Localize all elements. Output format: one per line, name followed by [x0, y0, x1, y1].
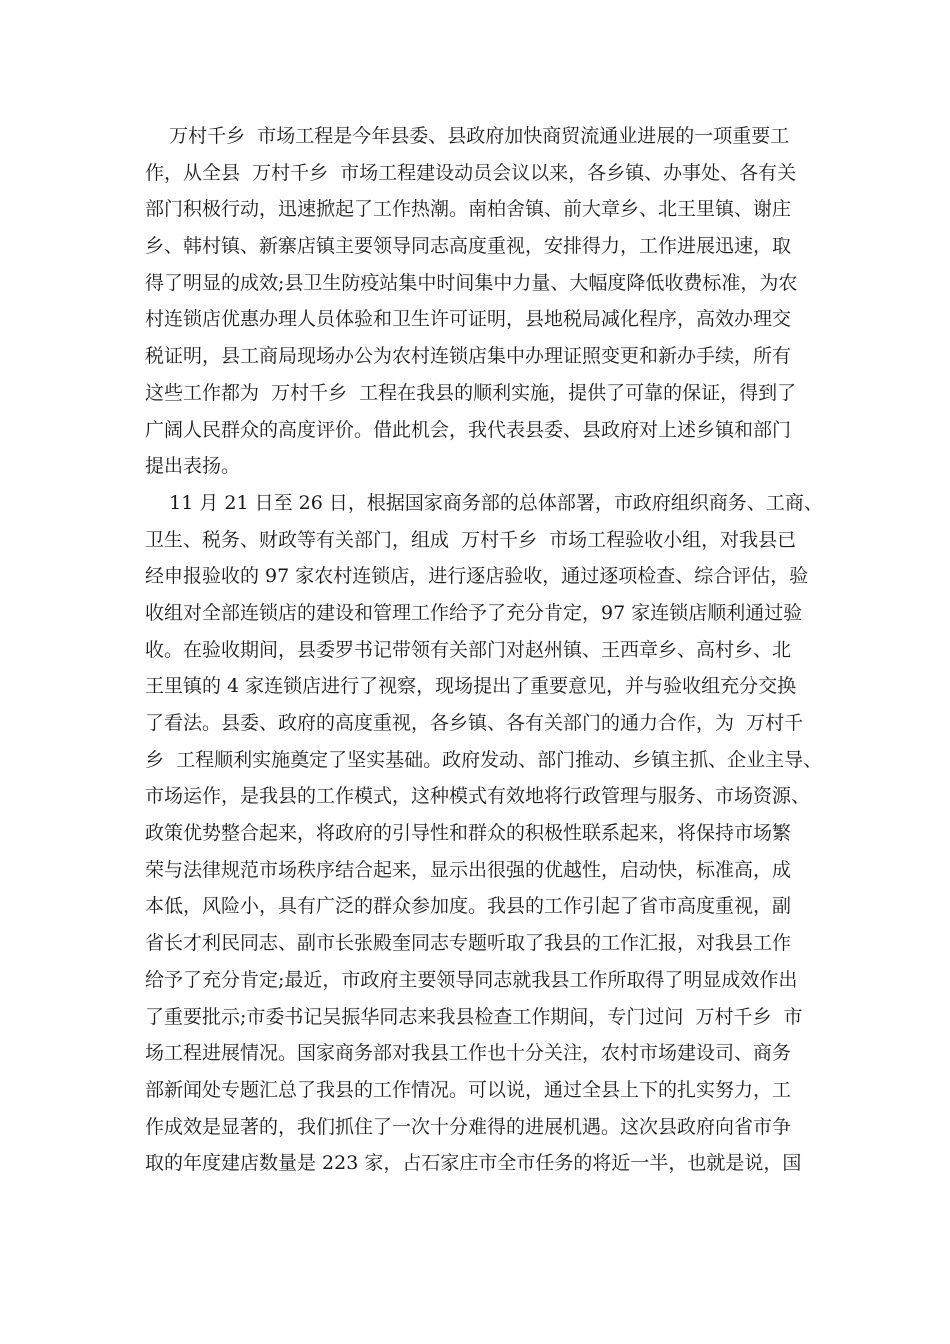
text-line: 作成效是显著的，我们抓住了一次十分难得的进展机遇。这次县政府向省市争: [145, 1115, 792, 1138]
text-line: 部新闻处专题汇总了我县的工作情况。可以说，通过全县上下的扎实努力，工: [145, 1078, 792, 1101]
text-line: 万村千乡 市场工程是今年县委、县政府加快商贸流通业进展的一项重要工: [145, 125, 790, 147]
text-line: 场工程进展情况。国家商务部对我县工作也十分关注，农村市场建设司、商务: [145, 1042, 792, 1065]
text-line: 乡、韩村镇、新寨店镇主要领导同志高度重视，安排得力，工作进展迅速，取: [145, 235, 792, 258]
text-line: 部门积极行动，迅速掀起了工作热潮。南柏舍镇、前大章乡、北王里镇、谢庄: [145, 198, 792, 221]
text-line: 了重要批示;市委书记吴振华同志来我县检查工作期间，专门过问 万村千乡 市: [145, 1005, 803, 1028]
text-line: 广阔人民群众的高度评价。借此机会，我代表县委、县政府对上述乡镇和部门: [145, 418, 792, 441]
text-line: 政策优势整合起来，将政府的引导性和群众的积极性联系起来，将保持市场繁: [145, 822, 792, 845]
text-line: 村连锁店优惠办理人员体验和卫生许可证明，县地税局减化程序，高效办理交: [145, 308, 792, 331]
text-line: 作，从全县 万村千乡 市场工程建设动员会议以来，各乡镇、办事处、各有关: [145, 161, 797, 184]
text-line: 11 月 21 日至 26 日，根据国家商务部的总体部署，市政府组织商务、工商、: [145, 491, 823, 514]
text-line: 卫生、税务、财政等有关部门，组成 万村千乡 市场工程验收小组，对我县已: [145, 528, 797, 551]
text-line: 得了明显的成效;县卫生防疫站集中时间集中力量、大幅度降低收费标准，为农: [145, 271, 798, 294]
text-line: 这些工作都为 万村千乡 工程在我县的顺利实施，提供了可靠的保证，得到了: [145, 381, 797, 404]
text-line: 收组对全部连锁店的建设和管理工作给予了充分肯定，97 家连锁店顺利通过验: [145, 601, 803, 624]
text-line: 本低，风险小，具有广泛的群众参加度。我县的工作引起了省市高度重视，副: [145, 895, 792, 918]
text-line: 荣与法律规范市场秩序结合起来，显示出很强的优越性，启动快，标准高，成: [145, 858, 792, 881]
text-line: 收。在验收期间，县委罗书记带领有关部门对赵州镇、王西章乡、高村乡、北: [145, 638, 792, 661]
text-line: 取的年度建店数量是 223 家，占石家庄市全市任务的将近一半，也就是说，国: [145, 1152, 802, 1175]
text-line: 市场运作，是我县的工作模式，这种模式有效地将行政管理与服务、市场资源、: [145, 785, 811, 808]
text-line: 提出表扬。: [145, 455, 241, 478]
text-line: 王里镇的 4 家连锁店进行了视察，现场提出了重要意见，并与验收组充分交换: [145, 675, 797, 698]
text-line: 税证明，县工商局现场办公为农村连锁店集中办理证照变更和新办手续，所有: [145, 345, 792, 368]
text-line: 省长才利民同志、副市长张殿奎同志专题听取了我县的工作汇报，对我县工作: [145, 932, 792, 955]
text-line: 经申报验收的 97 家农村连锁店，进行逐店验收，通过逐项检查、综合评估，验: [145, 565, 809, 588]
text-line: 了看法。县委、政府的高度重视，各乡镇、各有关部门的通力合作，为 万村千: [145, 712, 804, 734]
text-line: 乡 工程顺利实施奠定了坚实基础。政府发动、部门推动、乡镇主抓、企业主导、: [145, 748, 823, 771]
text-line: 给予了充分肯定;最近，市政府主要领导同志就我县工作所取得了明显成效作出: [145, 968, 798, 991]
document-page: [145, 118, 825, 1182]
paragraph-1: [145, 118, 825, 485]
paragraph-2: [145, 485, 825, 1182]
